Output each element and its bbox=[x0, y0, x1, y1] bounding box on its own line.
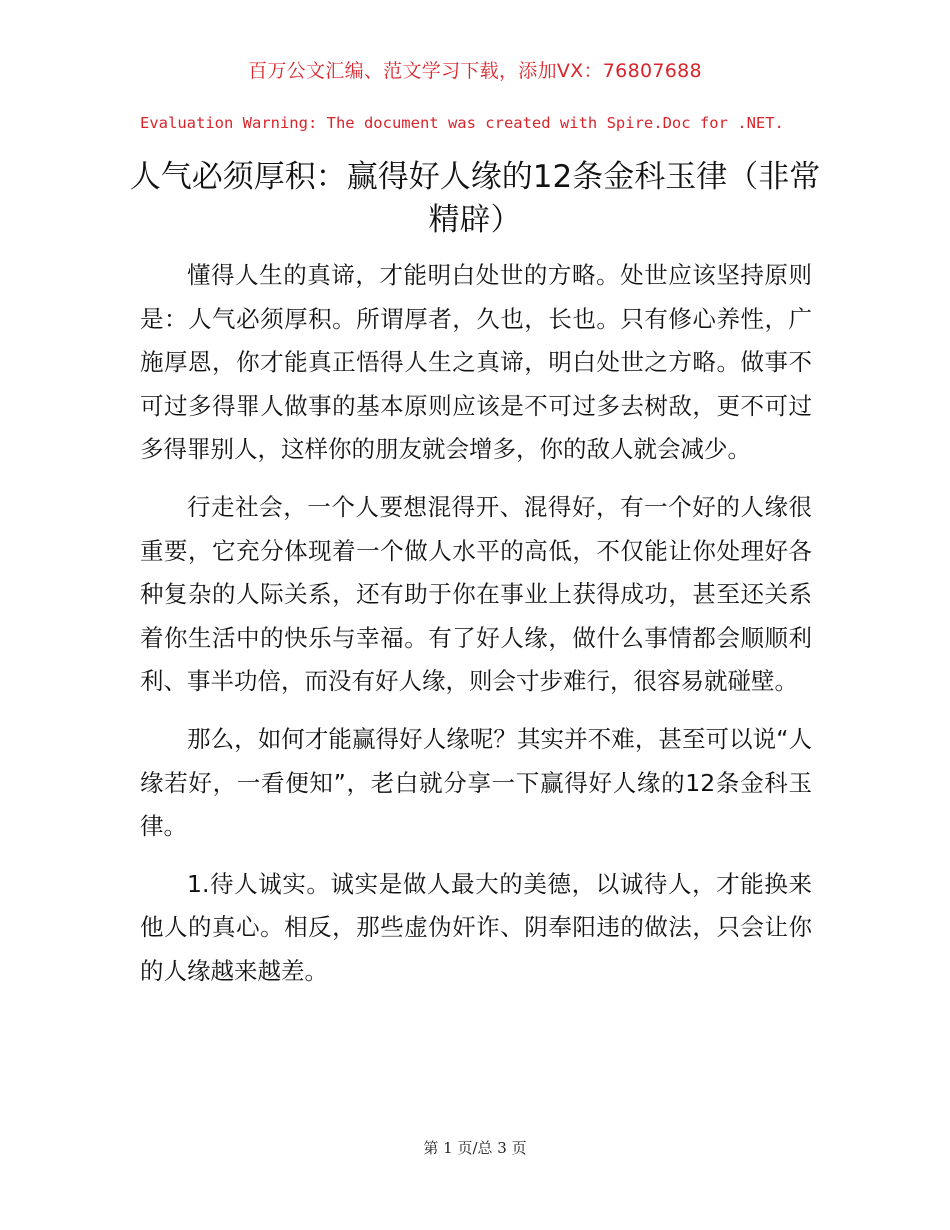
evaluation-warning: Evaluation Warning: The document was created with Spire.Doc for .NET. bbox=[140, 114, 784, 132]
paragraph-4: 1.待人诚实。诚实是做人最大的美德，以诚待人，才能换来他人的真心。相反，那些虚伪奸诈、阴奉阳违的做法，只会让你的人缘越来越差。 bbox=[140, 869, 812, 985]
paragraph-1: 懂得人生的真谛，才能明白处世的方略。处世应该坚持原则是：人气必须厚积。所谓厚者，久也，长也。只有修心养性，广施厚恩，你才能真正悟得人生之真谛，明白处世之方略。做事不可过多得罪人做事的基本原则应该是不可过多去树敌，更不可过多得罪别人，这样你的朋友就会增多，你的敌人就会减少。 bbox=[140, 261, 812, 464]
header-banner: 百万公文汇编、范文学习下载，添加VX：76807688 bbox=[248, 60, 702, 82]
page-number: 第 1 页/总 3 页 bbox=[423, 1139, 527, 1157]
document-title: 人气必须厚积：赢得好人缘的12条金科玉律（非常精辟） bbox=[129, 159, 821, 238]
paragraph-2: 行走社会，一个人要想混得开、混得好，有一个好的人缘很重要，它充分体现着一个做人水平的高低，不仅能让你处理好各种复杂的人际关系，还有助于你在事业上获得成功，甚至还关系着你生活中的快乐与幸福。有了好人缘，做什么事情都会顺顺利利、事半功倍，而没有好人缘，则会寸步难行，很容易就碰壁。 bbox=[140, 492, 812, 696]
paragraph-3: 那么，如何才能赢得好人缘呢？其实并不难，甚至可以说“人缘若好，一看便知”，老白就分享一下赢得好人缘的12条金科玉律。 bbox=[140, 724, 812, 841]
document-body bbox=[140, 254, 812, 1008]
